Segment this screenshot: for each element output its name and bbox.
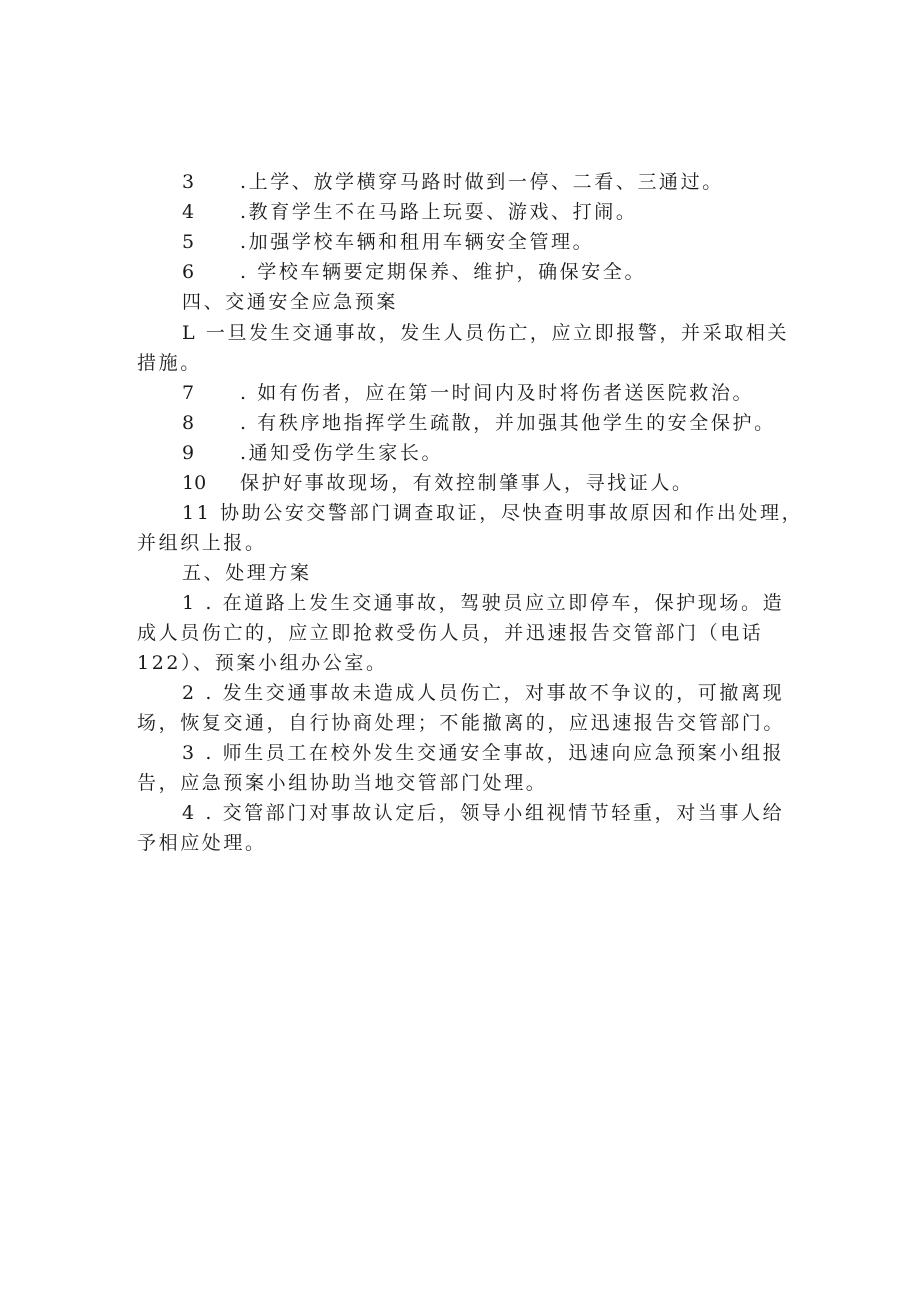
item-number: 3 [182, 171, 195, 193]
paragraph-line: 并组织上报。 [137, 532, 267, 554]
list-item [182, 471, 694, 495]
paragraph-line: 3 . 师生员工在校外发生交通安全事故，迅速向应急预案小组报 [182, 742, 785, 764]
paragraph-line: 1 . 在道路上发生交通事故，驾驶员应立即停车，保护现场。造 [182, 592, 785, 614]
item-text: .通知受伤学生家长。 [240, 442, 444, 464]
list-item [182, 381, 754, 405]
item-number: 8 [182, 412, 195, 434]
item-text: .教育学生不在马路上玩耍、游戏、打闹。 [240, 201, 638, 223]
item-text: . 有秩序地指挥学生疏散，并加强其他学生的安全保护。 [240, 412, 776, 434]
list-item [182, 441, 443, 465]
list-item [182, 260, 646, 284]
list-item [182, 200, 637, 224]
list-item [182, 170, 724, 194]
paragraph-line: L 一旦发生交通事故，发生人员伤亡，应立即报警，并采取相关 [182, 322, 790, 344]
item-text: .上学、放学横穿马路时做到一停、二看、三通过。 [240, 171, 724, 193]
list-item [182, 230, 594, 254]
item-number: 6 [182, 261, 195, 283]
section-heading: 五、处理方案 [182, 562, 312, 584]
paragraph-line: 11 协助公安交警部门调查取证，尽快查明事故原因和作出处理， [182, 502, 804, 524]
paragraph-line: 告，应急预案小组协助当地交管部门处理。 [137, 772, 548, 794]
section-heading: 四、交通安全应急预案 [182, 291, 399, 313]
item-number: 4 [182, 201, 195, 223]
item-text: 保护好事故现场，有效控制肇事人，寻找证人。 [240, 472, 694, 494]
item-number: 9 [182, 442, 195, 464]
list-item [182, 411, 776, 435]
item-number: 10 [182, 472, 207, 494]
paragraph-line: 成人员伤亡的，应立即抢救受伤人员，并迅速报告交管部门（电话 [137, 622, 764, 644]
item-text: . 如有伤者，应在第一时间内及时将伤者送医院救治。 [240, 382, 755, 404]
item-text: . 学校车辆要定期保养、维护，确保安全。 [240, 261, 647, 283]
item-text: .加强学校车辆和租用车辆安全管理。 [240, 231, 595, 253]
paragraph-line: 予相应处理。 [137, 832, 267, 854]
item-number: 5 [182, 231, 195, 253]
paragraph-line: 措施。 [137, 352, 202, 374]
paragraph-line: 122）、预案小组办公室。 [137, 652, 388, 674]
paragraph-line: 场，恢复交通，自行协商处理；不能撤离的，应迅速报告交管部门。 [137, 712, 786, 734]
item-number: 7 [182, 382, 195, 404]
paragraph-line: 2 . 发生交通事故未造成人员伤亡，对事故不争议的，可撤离现 [182, 682, 785, 704]
paragraph-line: 4 . 交管部门对事故认定后，领导小组视情节轻重，对当事人给 [182, 802, 785, 824]
